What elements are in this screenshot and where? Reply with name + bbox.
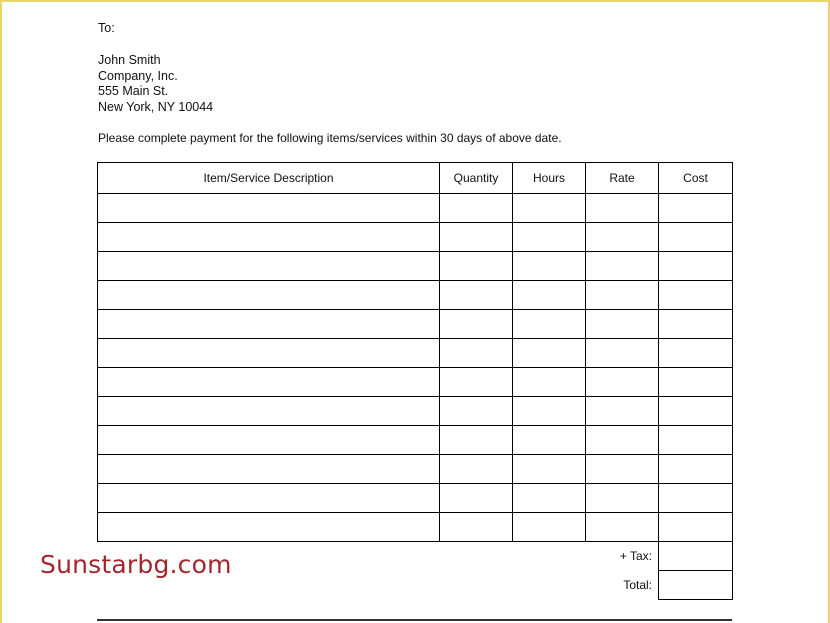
quantity-cell[interactable] — [440, 513, 513, 542]
description-cell[interactable] — [98, 194, 440, 223]
table-row — [98, 484, 733, 513]
rate-cell[interactable] — [586, 484, 659, 513]
cost-cell[interactable] — [659, 310, 733, 339]
description-cell[interactable] — [98, 310, 440, 339]
cost-cell[interactable] — [659, 484, 733, 513]
rate-cell[interactable] — [586, 513, 659, 542]
total-label: Total: — [623, 578, 652, 592]
quantity-cell[interactable] — [440, 223, 513, 252]
hours-cell[interactable] — [513, 455, 586, 484]
table-row — [98, 455, 733, 484]
rate-cell[interactable] — [586, 194, 659, 223]
cost-cell[interactable] — [659, 339, 733, 368]
cost-cell[interactable] — [659, 397, 733, 426]
table-row — [98, 194, 733, 223]
description-cell[interactable] — [98, 513, 440, 542]
quantity-cell[interactable] — [440, 397, 513, 426]
description-cell[interactable] — [98, 484, 440, 513]
table-row — [98, 368, 733, 397]
table-row — [98, 281, 733, 310]
description-cell[interactable] — [98, 368, 440, 397]
table-row — [98, 397, 733, 426]
payment-instructions: Please complete payment for the following items/services within 30 days of above date. — [98, 131, 562, 145]
table-row — [98, 310, 733, 339]
rate-cell[interactable] — [586, 397, 659, 426]
quantity-cell[interactable] — [440, 368, 513, 397]
description-cell[interactable] — [98, 281, 440, 310]
rate-cell[interactable] — [586, 368, 659, 397]
hours-cell[interactable] — [513, 339, 586, 368]
description-cell[interactable] — [98, 223, 440, 252]
cost-cell[interactable] — [659, 281, 733, 310]
cost-cell[interactable] — [659, 426, 733, 455]
quantity-cell[interactable] — [440, 455, 513, 484]
cost-cell[interactable] — [659, 455, 733, 484]
quantity-cell[interactable] — [440, 426, 513, 455]
quantity-cell[interactable] — [440, 310, 513, 339]
watermark-text: Sunstarbg.com — [40, 550, 232, 579]
hours-cell[interactable] — [513, 310, 586, 339]
rate-cell[interactable] — [586, 426, 659, 455]
table-row — [98, 513, 733, 542]
rate-cell[interactable] — [586, 252, 659, 281]
cost-cell[interactable] — [659, 252, 733, 281]
recipient-city: New York, NY 10044 — [98, 99, 214, 114]
header-quantity: Quantity — [440, 163, 513, 194]
recipient-address — [98, 53, 213, 115]
hours-cell[interactable] — [513, 484, 586, 513]
total-value-cell[interactable] — [659, 571, 733, 600]
hours-cell[interactable] — [513, 513, 586, 542]
hours-cell[interactable] — [513, 281, 586, 310]
header-description: Item/Service Description — [98, 163, 440, 194]
quantity-cell[interactable] — [440, 281, 513, 310]
recipient-name: John Smith — [98, 53, 161, 67]
rate-cell[interactable] — [586, 339, 659, 368]
hours-cell[interactable] — [513, 397, 586, 426]
quantity-cell[interactable] — [440, 484, 513, 513]
hours-cell[interactable] — [513, 223, 586, 252]
description-cell[interactable] — [98, 426, 440, 455]
items-table — [97, 162, 733, 600]
hours-cell[interactable] — [513, 426, 586, 455]
table-row — [98, 223, 733, 252]
recipient-street: 555 Main St. — [98, 84, 169, 98]
quantity-cell[interactable] — [440, 252, 513, 281]
header-cost: Cost — [659, 163, 733, 194]
rate-cell[interactable] — [586, 310, 659, 339]
cost-cell[interactable] — [659, 513, 733, 542]
quantity-cell[interactable] — [440, 194, 513, 223]
cost-cell[interactable] — [659, 194, 733, 223]
rate-cell[interactable] — [586, 455, 659, 484]
description-cell[interactable] — [98, 455, 440, 484]
hours-cell[interactable] — [513, 194, 586, 223]
rate-cell[interactable] — [586, 281, 659, 310]
hours-cell[interactable] — [513, 252, 586, 281]
table-row — [98, 426, 733, 455]
hours-cell[interactable] — [513, 368, 586, 397]
recipient-company: Company, Inc. — [98, 68, 178, 83]
description-cell[interactable] — [98, 252, 440, 281]
cost-cell[interactable] — [659, 223, 733, 252]
cost-cell[interactable] — [659, 368, 733, 397]
table-row — [98, 339, 733, 368]
tax-value-cell[interactable] — [659, 542, 733, 571]
header-hours: Hours — [513, 163, 586, 194]
table-header-row — [98, 163, 733, 194]
header-rate: Rate — [586, 163, 659, 194]
tax-label: + Tax: — [619, 549, 652, 564]
quantity-cell[interactable] — [440, 339, 513, 368]
to-label: To: — [98, 21, 115, 35]
rate-cell[interactable] — [586, 223, 659, 252]
bottom-divider — [97, 619, 732, 621]
table-row — [98, 252, 733, 281]
description-cell[interactable] — [98, 397, 440, 426]
description-cell[interactable] — [98, 339, 440, 368]
